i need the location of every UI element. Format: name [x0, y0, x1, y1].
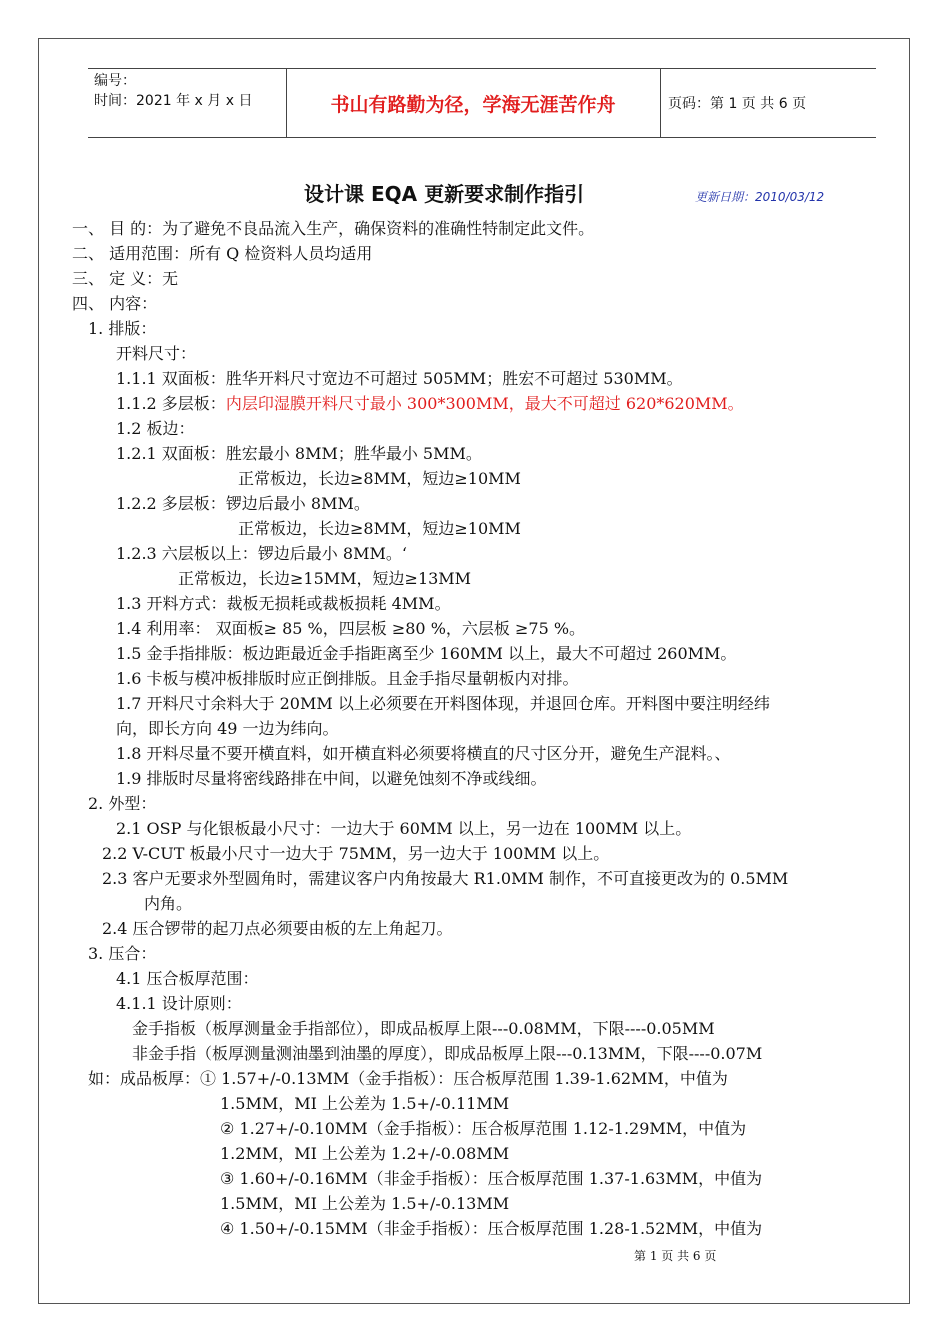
- text-line: 2.1 OSP 与化银板最小尺寸：一边大于 60MM 以上，另一边在 100MM 以上。: [116, 819, 692, 838]
- heading-lamination: 3. 压合：: [88, 944, 157, 963]
- text-line: 1.4 利用率： 双面板≥ 85 %，四层板 ≥80 %，六层板 ≥75 %。: [116, 619, 586, 638]
- text-line: 开料尺寸：: [116, 344, 197, 363]
- document-header: [88, 68, 876, 138]
- text-line: 1.7 开料尺寸余料大于 20MM 以上必须要在开料图体现，并退回仓库。开料图中要注明经纬: [116, 694, 770, 713]
- section-purpose: 一、 目 的：为了避免不良品流入生产，确保资料的准确性特制定此文件。: [72, 219, 595, 238]
- text-line: ④ 1.50+/-0.15MM（非金手指板）：压合板厚范围 1.28-1.52MM，中值为: [220, 1219, 763, 1238]
- text-line: 2.3 客户无要求外型圆角时，需建议客户内角按最大 R1.0MM 制作，不可直接更改为的 0.5MM: [102, 869, 789, 888]
- text-line: 1.2.2 多层板：锣边后最小 8MM。: [116, 494, 370, 513]
- text-line: 1.2 板边：: [116, 419, 195, 438]
- text-line: 正常板边，长边≥8MM，短边≥10MM: [238, 469, 521, 488]
- header-page-info: 页码：第 1 页 共 6 页: [668, 96, 807, 112]
- text-line: 1.2.1 双面板：胜宏最小 8MM；胜华最小 5MM。: [116, 444, 482, 463]
- text-line: 向，即长方向 49 一边为纬向。: [116, 719, 339, 738]
- document-title: 设计课 EQA 更新要求制作指引: [304, 182, 585, 206]
- heading-outline: 2. 外型：: [88, 794, 157, 813]
- page-footer: 第 1 页 共 6 页: [634, 1249, 717, 1263]
- text-line: 1.2MM，MI 上公差为 1.2+/-0.08MM: [220, 1144, 510, 1163]
- text-line: ③ 1.60+/-0.16MM（非金手指板）：压合板厚范围 1.37-1.63MM，中值为: [220, 1169, 763, 1188]
- text-line: 1.9 排版时尽量将密线路排在中间，以避免蚀刻不净或线细。: [116, 769, 547, 788]
- text-line: 1.2.3 六层板以上：锣边后最小 8MM。‘: [116, 544, 407, 563]
- section-scope: 二、 适用范围：所有 Q 检资料人员均适用: [72, 244, 373, 263]
- text-line: 1.1.1 双面板：胜华开料尺寸宽边不可超过 505MM；胜宏不可超过 530MM。: [116, 369, 683, 388]
- header-motto: 书山有路勤为径，学海无涯苦作舟: [330, 93, 616, 116]
- text-line: ② 1.27+/-0.10MM（金手指板）：压合板厚范围 1.12-1.29MM，中值为: [220, 1119, 747, 1138]
- update-date: 更新日期：2010/03/12: [695, 190, 825, 204]
- text-line: 4.1.1 设计原则：: [116, 994, 242, 1013]
- text-line: 如：成品板厚：① 1.57+/-0.13MM（金手指板）：压合板厚范围 1.39-1.62MM，中值为: [88, 1069, 728, 1088]
- heading-layout: 1. 排版：: [88, 319, 157, 338]
- text-line: 内角。: [144, 894, 193, 913]
- header-meta: [94, 71, 284, 111]
- text-line: 1.5 金手指排版：板边距最近金手指距离至少 160MM 以上，最大不可超过 260MM。: [116, 644, 737, 663]
- text-line: 1.3 开料方式：裁板无损耗或裁板损耗 4MM。: [116, 594, 451, 613]
- text-line: 1.5MM，MI 上公差为 1.5+/-0.11MM: [220, 1094, 510, 1113]
- number-label: 编号：: [94, 73, 136, 89]
- multilayer-highlight: 内层印湿膜开料尺寸最小 300*300MM，最大不可超过 620*620MM。: [225, 394, 744, 413]
- text-line: 4.1 压合板厚范围：: [116, 969, 259, 988]
- multilayer-label: 1.1.2 多层板：: [116, 394, 226, 413]
- text-line: 非金手指（板厚测量测油墨到油墨的厚度），即成品板厚上限---0.13MM，下限----0.07M: [132, 1044, 763, 1063]
- text-line: 2.4 压合锣带的起刀点必须要由板的左上角起刀。: [102, 919, 453, 938]
- header-divider: [660, 69, 661, 137]
- text-line: 1.5MM，MI 上公差为 1.5+/-0.13MM: [220, 1194, 510, 1213]
- text-line: [116, 393, 744, 415]
- text-line: 1.6 卡板与模冲板排版时应正倒排版。且金手指尽量朝板内对排。: [116, 669, 579, 688]
- text-line: 1.8 开料尽量不要开横直料，如开横直料必须要将横直的尺寸区分开，避免生产混料。、: [116, 744, 731, 763]
- section-content: 四、 内容：: [72, 294, 158, 313]
- section-definition: 三、 定 义：无: [72, 269, 179, 288]
- text-line: 金手指板（板厚测量金手指部位），即成品板厚上限---0.08MM，下限----0.05MM: [132, 1019, 715, 1038]
- text-line: 2.2 V-CUT 板最小尺寸一边大于 75MM，另一边大于 100MM 以上。: [102, 844, 610, 863]
- time-label: 时间：2021 年 x 月 x 日: [94, 93, 253, 109]
- text-line: 正常板边，长边≥8MM，短边≥10MM: [238, 519, 521, 538]
- text-line: 正常板边，长边≥15MM，短边≥13MM: [178, 569, 472, 588]
